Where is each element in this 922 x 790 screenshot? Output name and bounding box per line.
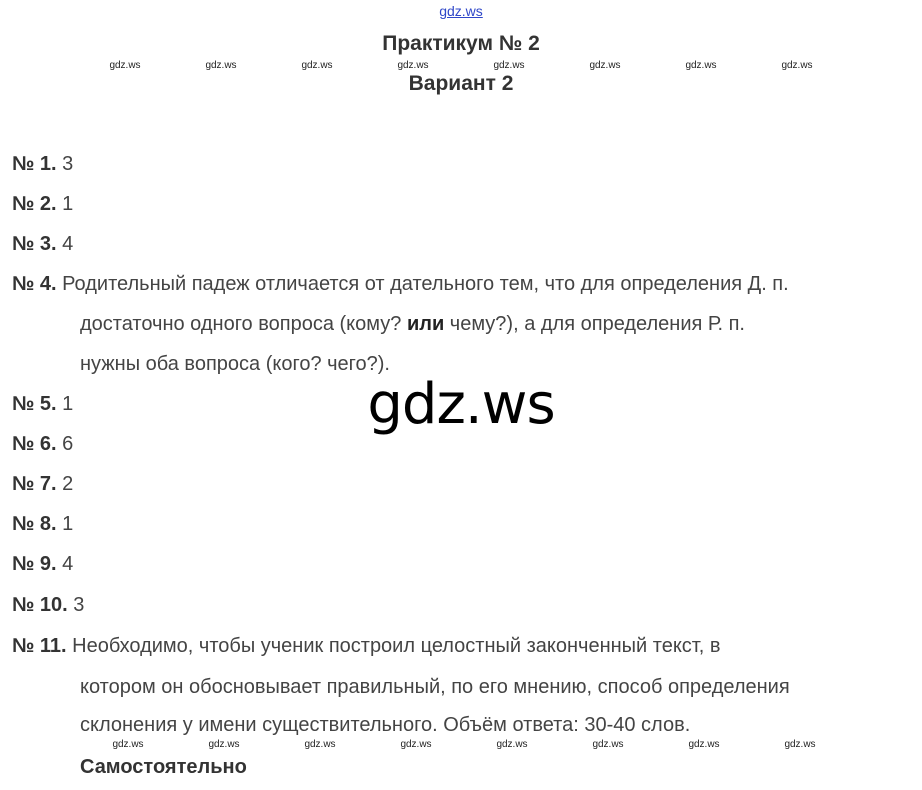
answer-item — [12, 513, 73, 536]
answer-item — [12, 153, 73, 176]
page-title: Практикум № 2 — [382, 32, 540, 55]
answer-item — [12, 233, 73, 256]
watermark-text: gdz.ws — [496, 739, 528, 750]
answer-text: 1 — [62, 513, 74, 535]
watermark-text: gdz.ws — [688, 739, 720, 750]
watermark-row-bottom — [0, 739, 922, 753]
watermark-text: gdz.ws — [493, 60, 525, 71]
answer-text: 4 — [62, 553, 74, 575]
answer-item — [12, 553, 73, 576]
answer-continuation: склонения у имени существительного. Объём ответа: 30-40 слов. — [80, 714, 691, 736]
answer-item — [12, 473, 73, 496]
watermark-text: gdz.ws — [589, 60, 621, 71]
watermark-text: gdz.ws — [781, 60, 813, 71]
watermark-text: gdz.ws — [397, 60, 429, 71]
center-watermark: gdz.ws — [367, 372, 555, 437]
answer-number: № 10. — [12, 594, 68, 616]
answer-item — [12, 635, 720, 658]
answer-text: 3 — [62, 153, 74, 175]
answer-number: № 4. — [12, 273, 57, 295]
watermark-text: gdz.ws — [304, 739, 336, 750]
watermark-text: gdz.ws — [112, 739, 144, 750]
answer-text: 1 — [62, 393, 74, 415]
answer-continuation: нужны оба вопроса (кого? чего?). — [80, 353, 390, 375]
answer-text: 6 — [62, 433, 74, 455]
watermark-text: gdz.ws — [685, 60, 717, 71]
answer-number: № 7. — [12, 473, 57, 495]
answer-text: 2 — [62, 473, 74, 495]
answer-continuation — [80, 313, 745, 336]
answer-number: № 1. — [12, 153, 57, 175]
answer-item — [12, 273, 789, 296]
answer-item — [12, 594, 84, 617]
answer-text: Необходимо, чтобы ученик построил целостный законченный текст, в — [72, 635, 721, 657]
answer-text: 1 — [62, 193, 74, 215]
top-watermark-link[interactable]: gdz.ws — [439, 3, 483, 19]
answer-text: Родительный падеж отличается от дательного тем, что для определения Д. п. — [62, 273, 789, 295]
answer-number: № 9. — [12, 553, 57, 575]
watermark-text: gdz.ws — [784, 739, 816, 750]
answer-emphasis: или — [406, 313, 445, 335]
section-heading: Самостоятельно — [80, 756, 247, 778]
answer-text: 3 — [73, 594, 85, 616]
watermark-text: gdz.ws — [301, 60, 333, 71]
page-subtitle: Вариант 2 — [408, 72, 514, 95]
answer-number: № 2. — [12, 193, 57, 215]
answer-continuation: котором он обосновывает правильный, по его мнению, способ определения — [80, 676, 790, 698]
answer-text: 4 — [62, 233, 74, 255]
answer-item — [12, 193, 73, 216]
watermark-text: gdz.ws — [592, 739, 624, 750]
answer-number: № 11. — [12, 635, 67, 657]
answer-number: № 6. — [12, 433, 57, 455]
watermark-text: gdz.ws — [205, 60, 237, 71]
answer-text: чему?), а для определения Р. п. — [444, 313, 745, 335]
answer-text: достаточно одного вопроса (кому? — [80, 313, 407, 335]
watermark-text: gdz.ws — [208, 739, 240, 750]
answer-number: № 3. — [12, 233, 57, 255]
answer-number: № 8. — [12, 513, 57, 535]
watermark-text: gdz.ws — [109, 60, 141, 71]
answer-number: № 5. — [12, 393, 57, 415]
watermark-text: gdz.ws — [400, 739, 432, 750]
